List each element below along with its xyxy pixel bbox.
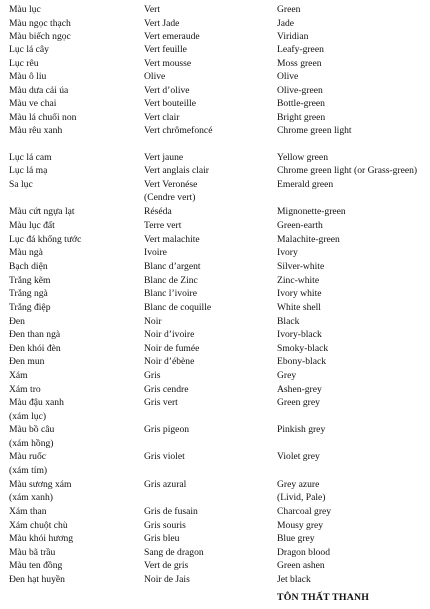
french-term: Gris bbox=[144, 370, 161, 381]
french-term: Vert Veronése bbox=[144, 179, 198, 190]
english-term: Yellow green bbox=[277, 152, 328, 163]
vietnamese-term: Màu ngà bbox=[9, 247, 43, 258]
author-signature: TÔN THẤT THANH bbox=[277, 592, 370, 603]
english-term: Moss green bbox=[277, 58, 322, 69]
french-term: Vert jaune bbox=[144, 152, 184, 163]
glossary-row bbox=[0, 193, 430, 206]
glossary-row bbox=[0, 561, 430, 574]
glossary-row bbox=[0, 32, 430, 45]
vietnamese-term: Lục lá cam bbox=[9, 152, 52, 163]
french-term: Vert feuille bbox=[144, 44, 187, 55]
english-term: Green bbox=[277, 4, 301, 15]
french-term: Vert emeraude bbox=[144, 31, 200, 42]
vietnamese-term: Màu dưa cải úa bbox=[9, 85, 69, 96]
glossary-row bbox=[0, 357, 430, 370]
french-term: Vert mousse bbox=[144, 58, 192, 69]
vietnamese-term: Màu cứt ngựa lạt bbox=[9, 206, 75, 217]
vietnamese-term: Xám bbox=[9, 370, 28, 381]
glossary-row bbox=[0, 344, 430, 357]
glossary-row bbox=[0, 507, 430, 520]
glossary-row bbox=[0, 235, 430, 248]
english-term: Jet black bbox=[277, 574, 311, 585]
vietnamese-term: Màu ruốc bbox=[9, 451, 47, 462]
french-term: Blanc d’argent bbox=[144, 261, 201, 272]
vietnamese-term: Bạch diện bbox=[9, 261, 48, 272]
english-term: Silver-white bbox=[277, 261, 325, 272]
english-term: (Livid, Pale) bbox=[277, 492, 326, 503]
english-term: Emerald green bbox=[277, 179, 334, 190]
glossary-row bbox=[0, 289, 430, 302]
glossary-row bbox=[0, 317, 430, 330]
french-term: Vert anglais clair bbox=[144, 165, 209, 176]
vietnamese-term: Màu sương xám bbox=[9, 479, 72, 490]
english-term: Olive bbox=[277, 71, 299, 82]
french-term: Noir d’ébène bbox=[144, 356, 195, 367]
english-term: White shell bbox=[277, 302, 321, 313]
french-term: Gris bleu bbox=[144, 533, 180, 544]
english-term: Jade bbox=[277, 18, 295, 29]
english-term: Smoky-black bbox=[277, 343, 329, 354]
french-term: Olive bbox=[144, 71, 166, 82]
glossary-row bbox=[0, 99, 430, 112]
vietnamese-term: Màu lục bbox=[9, 4, 41, 15]
vietnamese-term: Màu khói hương bbox=[9, 533, 74, 544]
vietnamese-term: Màu đậu xanh bbox=[9, 397, 64, 408]
french-term: Vert d’olive bbox=[144, 85, 190, 96]
french-term: Blanc de Zinc bbox=[144, 275, 198, 286]
french-term: Gris de fusain bbox=[144, 506, 198, 517]
french-term: Ivoire bbox=[144, 247, 167, 258]
vietnamese-term: Xám chuột chù bbox=[9, 520, 68, 531]
glossary-row bbox=[0, 180, 430, 193]
english-term: Chrome green light bbox=[277, 125, 352, 136]
vietnamese-term: Màu bã trầu bbox=[9, 547, 56, 558]
english-term: Grey bbox=[277, 370, 297, 381]
vietnamese-term: Trắng điệp bbox=[9, 302, 51, 313]
vietnamese-term: Màu ten đồng bbox=[9, 560, 63, 571]
glossary-row bbox=[0, 452, 430, 465]
english-term: Violet grey bbox=[277, 451, 320, 462]
vietnamese-term: (xám xanh) bbox=[9, 492, 53, 503]
french-term: Gris pigeon bbox=[144, 424, 190, 435]
vietnamese-term: Lục đá khổng tước bbox=[9, 234, 82, 245]
vietnamese-term: Màu ve chai bbox=[9, 98, 57, 109]
english-term: Dragon blood bbox=[277, 547, 331, 558]
english-term: Bottle-green bbox=[277, 98, 325, 109]
vietnamese-term: Sa lục bbox=[9, 179, 33, 190]
vietnamese-term: Xám than bbox=[9, 506, 47, 517]
glossary-row bbox=[0, 425, 430, 438]
glossary-row bbox=[0, 371, 430, 384]
glossary-row bbox=[0, 86, 430, 99]
glossary-row bbox=[0, 59, 430, 72]
french-term: Terre vert bbox=[144, 220, 182, 231]
glossary-row bbox=[0, 303, 430, 316]
english-term: Olive-green bbox=[277, 85, 323, 96]
vietnamese-term: (xám lục) bbox=[9, 411, 47, 422]
french-term: Blanc l’ivoire bbox=[144, 288, 198, 299]
english-term: Viridian bbox=[277, 31, 309, 42]
glossary-row bbox=[0, 548, 430, 561]
glossary-row bbox=[0, 330, 430, 343]
french-term: Gris violet bbox=[144, 451, 185, 462]
vietnamese-term: Màu ngọc thạch bbox=[9, 18, 71, 29]
french-term: Gris vert bbox=[144, 397, 178, 408]
vietnamese-term: Màu lá chuối non bbox=[9, 112, 77, 123]
vietnamese-term: Màu biếch ngọc bbox=[9, 31, 71, 42]
vietnamese-term: Lục lá mạ bbox=[9, 165, 48, 176]
glossary-row bbox=[0, 45, 430, 58]
french-term: Vert malachite bbox=[144, 234, 200, 245]
english-term: Green grey bbox=[277, 397, 320, 408]
french-term: Noir de Jais bbox=[144, 574, 190, 585]
glossary-row bbox=[0, 126, 430, 139]
glossary-row bbox=[0, 262, 430, 275]
english-term: Green ashen bbox=[277, 560, 325, 571]
glossary-row bbox=[0, 575, 430, 588]
glossary-row bbox=[0, 207, 430, 220]
english-term: Leafy-green bbox=[277, 44, 324, 55]
vietnamese-term: Đen hạt huyền bbox=[9, 574, 65, 585]
vietnamese-term: Lục rêu bbox=[9, 58, 39, 69]
vietnamese-term: Đen khói đèn bbox=[9, 343, 61, 354]
vietnamese-term: Lục lá cây bbox=[9, 44, 49, 55]
english-term: Zinc-white bbox=[277, 275, 320, 286]
vietnamese-term: Xám tro bbox=[9, 384, 41, 395]
french-term: Noir d’ivoire bbox=[144, 329, 195, 340]
vietnamese-term: Màu bồ câu bbox=[9, 424, 55, 435]
vietnamese-term: (xám hồng) bbox=[9, 438, 54, 449]
french-term: Vert clair bbox=[144, 112, 180, 123]
french-term: Gris souris bbox=[144, 520, 186, 531]
french-term: Blanc de coquille bbox=[144, 302, 212, 313]
french-term: Vert chrômefoncé bbox=[144, 125, 213, 136]
glossary-row bbox=[0, 72, 430, 85]
french-term: Vert bbox=[144, 4, 160, 15]
english-term: Mignonette-green bbox=[277, 206, 346, 217]
english-term: Charcoal grey bbox=[277, 506, 332, 517]
glossary-row bbox=[0, 534, 430, 547]
english-term: Green-earth bbox=[277, 220, 323, 231]
english-term: Blue grey bbox=[277, 533, 315, 544]
vietnamese-term: Đen than ngà bbox=[9, 329, 61, 340]
glossary-row bbox=[0, 493, 430, 506]
english-term: Ivory-black bbox=[277, 329, 322, 340]
glossary-row bbox=[0, 439, 430, 452]
vietnamese-term: Màu rêu xanh bbox=[9, 125, 63, 136]
french-term: Noir bbox=[144, 316, 162, 327]
french-term: Réséda bbox=[144, 206, 172, 217]
french-term: Vert bouteille bbox=[144, 98, 196, 109]
vietnamese-term: Trắng ngà bbox=[9, 288, 48, 299]
glossary-row bbox=[0, 398, 430, 411]
english-term: Pinkish grey bbox=[277, 424, 326, 435]
glossary-row bbox=[0, 466, 430, 479]
glossary-row bbox=[0, 248, 430, 261]
vietnamese-term: Màu ô liu bbox=[9, 71, 47, 82]
english-term: Ivory bbox=[277, 247, 298, 258]
english-term: Grey azure bbox=[277, 479, 320, 490]
glossary-row bbox=[0, 412, 430, 425]
french-term: Gris cendre bbox=[144, 384, 189, 395]
english-term: Bright green bbox=[277, 112, 326, 123]
vietnamese-term: Màu lục đất bbox=[9, 220, 55, 231]
english-term: Black bbox=[277, 316, 300, 327]
french-term: Noir de fumée bbox=[144, 343, 200, 354]
french-term: Vert de gris bbox=[144, 560, 189, 571]
glossary-row bbox=[0, 385, 430, 398]
glossary-row bbox=[0, 480, 430, 493]
french-term: Vert Jade bbox=[144, 18, 180, 29]
vietnamese-term: Đen mun bbox=[9, 356, 45, 367]
english-term: Malachite-green bbox=[277, 234, 340, 245]
french-term: Sang de dragon bbox=[144, 547, 204, 558]
french-term: Gris azural bbox=[144, 479, 187, 490]
vietnamese-term: Trắng kẽm bbox=[9, 275, 51, 286]
english-term: Ashen-grey bbox=[277, 384, 322, 395]
english-term: Ivory white bbox=[277, 288, 322, 299]
glossary-row bbox=[0, 5, 430, 18]
glossary-row bbox=[0, 166, 430, 179]
vietnamese-term: Đen bbox=[9, 316, 25, 327]
english-term: Chrome green light (or Grass-green) bbox=[277, 165, 418, 176]
french-term: (Cendre vert) bbox=[144, 192, 196, 203]
glossary-row bbox=[0, 221, 430, 234]
english-term: Ebony-black bbox=[277, 356, 327, 367]
english-term: Mousy grey bbox=[277, 520, 324, 531]
glossary-row bbox=[0, 113, 430, 126]
glossary-row bbox=[0, 276, 430, 289]
vietnamese-term: (xám tím) bbox=[9, 465, 48, 476]
